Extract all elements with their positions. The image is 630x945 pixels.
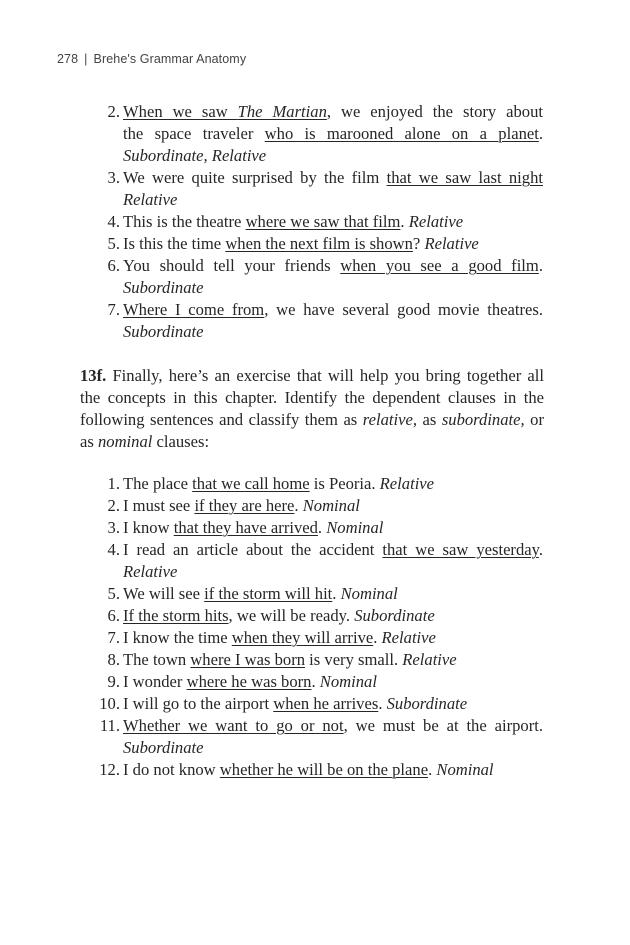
- sentence-text: ?: [412, 234, 425, 253]
- exercise-text-after: clauses:: [152, 432, 210, 451]
- item-number: 5.: [107, 584, 120, 603]
- sentence-text: I do not know: [123, 760, 220, 779]
- item-line: [123, 321, 543, 343]
- item-number: 12.: [99, 760, 120, 779]
- item-number: 9.: [107, 672, 120, 691]
- sentence-text: is very small.: [305, 650, 403, 669]
- clause-underlined: if the storm will hit: [204, 584, 333, 603]
- clause-underlined: when they will arrive: [231, 628, 374, 647]
- item-number: 7.: [107, 300, 120, 319]
- clause-type-label: Subordinate: [123, 738, 204, 757]
- page-number: 278: [57, 52, 79, 66]
- exercise-text-mid2: or as: [80, 410, 544, 451]
- clause-underlined: where he was born: [186, 672, 312, 691]
- clause-underlined: Where I come from: [123, 300, 265, 319]
- item-line: [123, 693, 543, 715]
- item-number: 1.: [107, 474, 120, 493]
- item-line: [123, 517, 543, 539]
- sentence-text: I wonder: [123, 672, 187, 691]
- clause-underlined: Whether we want to go or not: [123, 716, 344, 735]
- clause-type-label: Relative: [123, 562, 178, 581]
- sentence-text: I must see: [123, 496, 195, 515]
- item-number: 8.: [107, 650, 120, 669]
- item-number: 7.: [107, 628, 120, 647]
- sentence-text: I know the time: [123, 628, 232, 647]
- item-line: [123, 277, 543, 299]
- item-line: [123, 539, 543, 561]
- clause-type-label: Relative: [381, 628, 436, 647]
- item-line: [123, 759, 543, 781]
- sentence-text: You should tell your friends: [123, 256, 341, 275]
- sentence-text: , we have several good movie theatres.: [264, 300, 543, 319]
- clause-underlined: who is marooned alone on a planet: [264, 124, 539, 143]
- item-line: [123, 605, 543, 627]
- sentence-text: .: [311, 672, 320, 691]
- item-line: [123, 255, 543, 277]
- clause-type-label: Relative: [402, 650, 457, 669]
- sentence-text: the space traveler: [123, 124, 265, 143]
- sentence-text: The town: [123, 650, 191, 669]
- sentence-text: The place: [123, 474, 193, 493]
- sentence-text: .: [538, 540, 543, 559]
- exercise-text-before: Finally, here’s an exercise that will help you bring together all the concepts in this chapter. Identify the dependent clauses in the following sentences and classify them as: [80, 366, 544, 429]
- item-line: [123, 671, 543, 693]
- item-line: [123, 561, 543, 583]
- sentence-text: .: [378, 694, 387, 713]
- sentence-text: .: [373, 628, 382, 647]
- item-number: 5.: [107, 234, 120, 253]
- sentence-text: .: [317, 518, 327, 537]
- item-line: [123, 167, 543, 189]
- item-line: [123, 211, 543, 233]
- sentence-text: .: [400, 212, 409, 231]
- item-number: 6.: [107, 256, 120, 275]
- clause-underlined: When we saw: [123, 102, 238, 121]
- item-line: [123, 715, 543, 737]
- clause-underlined: that we saw last night: [386, 168, 543, 187]
- clause-underlined: when he arrives: [273, 694, 379, 713]
- sentence-text: .: [332, 584, 341, 603]
- sentence-text: We will see: [123, 584, 205, 603]
- exercise-instructions: [80, 365, 544, 453]
- clause-type-label: Nominal: [302, 496, 360, 515]
- item-number: 3.: [107, 168, 120, 187]
- clause-type-label: Subordinate: [123, 322, 204, 341]
- sentence-text: , we will be ready.: [228, 606, 355, 625]
- item-line: [123, 649, 543, 671]
- book-title: Brehe's Grammar Anatomy: [93, 52, 247, 66]
- clause-type-label: Relative: [379, 474, 435, 493]
- sentence-text: This is the theatre: [123, 212, 246, 231]
- item-line: [123, 145, 543, 167]
- clause-type-label: Subordinate: [354, 606, 435, 625]
- exercise-text-mid1: as: [417, 410, 442, 429]
- clause-underlined: whether he will be on the plane: [219, 760, 429, 779]
- clause-type-label: Relative: [424, 234, 479, 253]
- clause-type-label: Nominal: [436, 760, 494, 779]
- clause-underlined: that we call home: [192, 474, 310, 493]
- sentence-text: , we must be at the airport.: [343, 716, 543, 735]
- clause-type-label: Nominal: [326, 518, 384, 537]
- clause-type-label: Relative: [123, 190, 178, 209]
- item-line: [123, 299, 543, 321]
- item-line: [123, 737, 543, 759]
- clause-underlined: when you see a good film: [340, 256, 539, 275]
- item-number: 2.: [107, 102, 120, 121]
- running-header: [57, 52, 246, 66]
- clause-type-label: Nominal: [340, 584, 398, 603]
- clause-underlined: where I was born: [190, 650, 306, 669]
- item-number: 3.: [107, 518, 120, 537]
- sentence-text: We were quite surprised by the film: [123, 168, 387, 187]
- clause-underlined: If the storm hits: [123, 606, 229, 625]
- item-number: 6.: [107, 606, 120, 625]
- clause-underlined: when the next film is shown: [225, 234, 413, 253]
- item-line: [123, 189, 543, 211]
- item-number: 4.: [107, 540, 120, 559]
- sentence-text: is Peoria.: [309, 474, 380, 493]
- sentence-text: Is this the time: [123, 234, 226, 253]
- item-line: [123, 101, 543, 123]
- item-number: 4.: [107, 212, 120, 231]
- term-subordinate: subordinate,: [441, 410, 525, 429]
- item-number: 10.: [99, 694, 120, 713]
- clause-underlined: The Martian: [237, 102, 327, 121]
- item-line: [123, 123, 543, 145]
- exercise-label: 13f.: [80, 366, 107, 385]
- item-number: 11.: [99, 716, 120, 735]
- term-nominal: nominal: [97, 432, 153, 451]
- item-line: [123, 627, 543, 649]
- clause-underlined: that we saw yesterday: [382, 540, 539, 559]
- item-line: [123, 583, 543, 605]
- clause-underlined: if they are here: [194, 496, 295, 515]
- clause-underlined: where we saw that film: [245, 212, 401, 231]
- item-number: 2.: [107, 496, 120, 515]
- clause-type-label: Subordinate, Relative: [123, 146, 267, 165]
- sentence-text: I will go to the airport: [123, 694, 274, 713]
- clause-type-label: Relative: [408, 212, 464, 231]
- item-line: [123, 473, 543, 495]
- sentence-text: I know: [123, 518, 174, 537]
- sentence-text: .: [538, 256, 543, 275]
- sentence-text: .: [538, 124, 544, 143]
- clause-underlined: that they have arrived: [173, 518, 318, 537]
- clause-type-label: Subordinate: [386, 694, 468, 713]
- clause-type-label: Nominal: [319, 672, 377, 691]
- sentence-text: , we enjoyed the story about: [326, 102, 544, 121]
- clause-type-label: Subordinate: [123, 278, 204, 297]
- header-separator: |: [84, 52, 88, 66]
- sentence-text: I read an article about the accident: [123, 540, 383, 559]
- sentence-text: .: [294, 496, 303, 515]
- sentence-text: .: [428, 760, 437, 779]
- term-relative: relative,: [362, 410, 417, 429]
- item-line: [123, 495, 543, 517]
- item-line: [123, 233, 543, 255]
